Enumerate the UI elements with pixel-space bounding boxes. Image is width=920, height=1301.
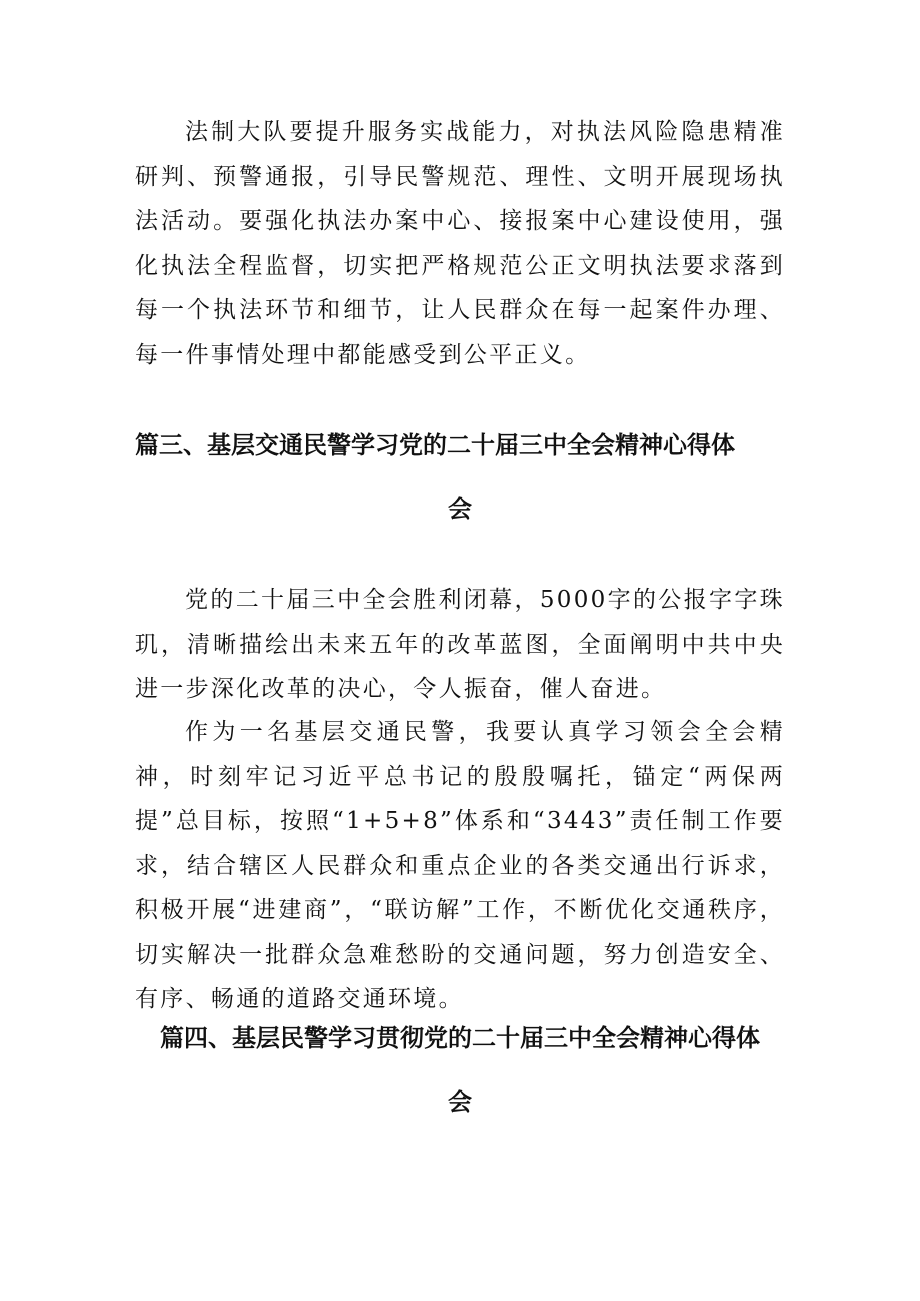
- section-heading-line: 会: [448, 1088, 472, 1116]
- section-heading: [120, 1006, 800, 1134]
- body-paragraph: 法制大队要提升服务实战能力，对执法风险隐患精准研判、预警通报，引导民警规范、理性、文明开展现场执法活动。要强化执法办案中心、接报案中心建设使用，强化执法全程监督，切实把严格规范公正文明执法要求落到每一个执法环节和细节，让人民群众在每一起案件办理、每一件事情处理中都能感受到公平正义。: [135, 119, 785, 368]
- body-paragraph: 作为一名基层交通民警，我要认真学习领会全会精神，时刻牢记习近平总书记的殷殷嘱托，锚定“两保两提”总目标，按照“1+5+8”体系和“3443”责任制工作要求，结合辖区人民群众和重点企业的各类交通出行诉求，积极开展“进建商”，“联访解”工作，不断优化交通秩序，切实解决一批群众急难愁盼的交通问题，努力创造安全、有序、畅通的道路交通环境。: [135, 719, 785, 1012]
- section-heading: [135, 413, 785, 541]
- section-heading-line: 会: [448, 495, 472, 523]
- section-heading-line: 篇四、基层民警学习贯彻党的二十届三中全会精神心得体: [160, 1024, 760, 1052]
- body-paragraph: 党的二十届三中全会胜利闭幕，5000字的公报字字珠玑，清晰描绘出未来五年的改革蓝图，全面阐明中共中央进一步深化改革的决心，令人振奋，催人奋进。: [135, 587, 785, 702]
- section-heading-line: 篇三、基层交通民警学习党的二十届三中全会精神心得体: [135, 431, 735, 459]
